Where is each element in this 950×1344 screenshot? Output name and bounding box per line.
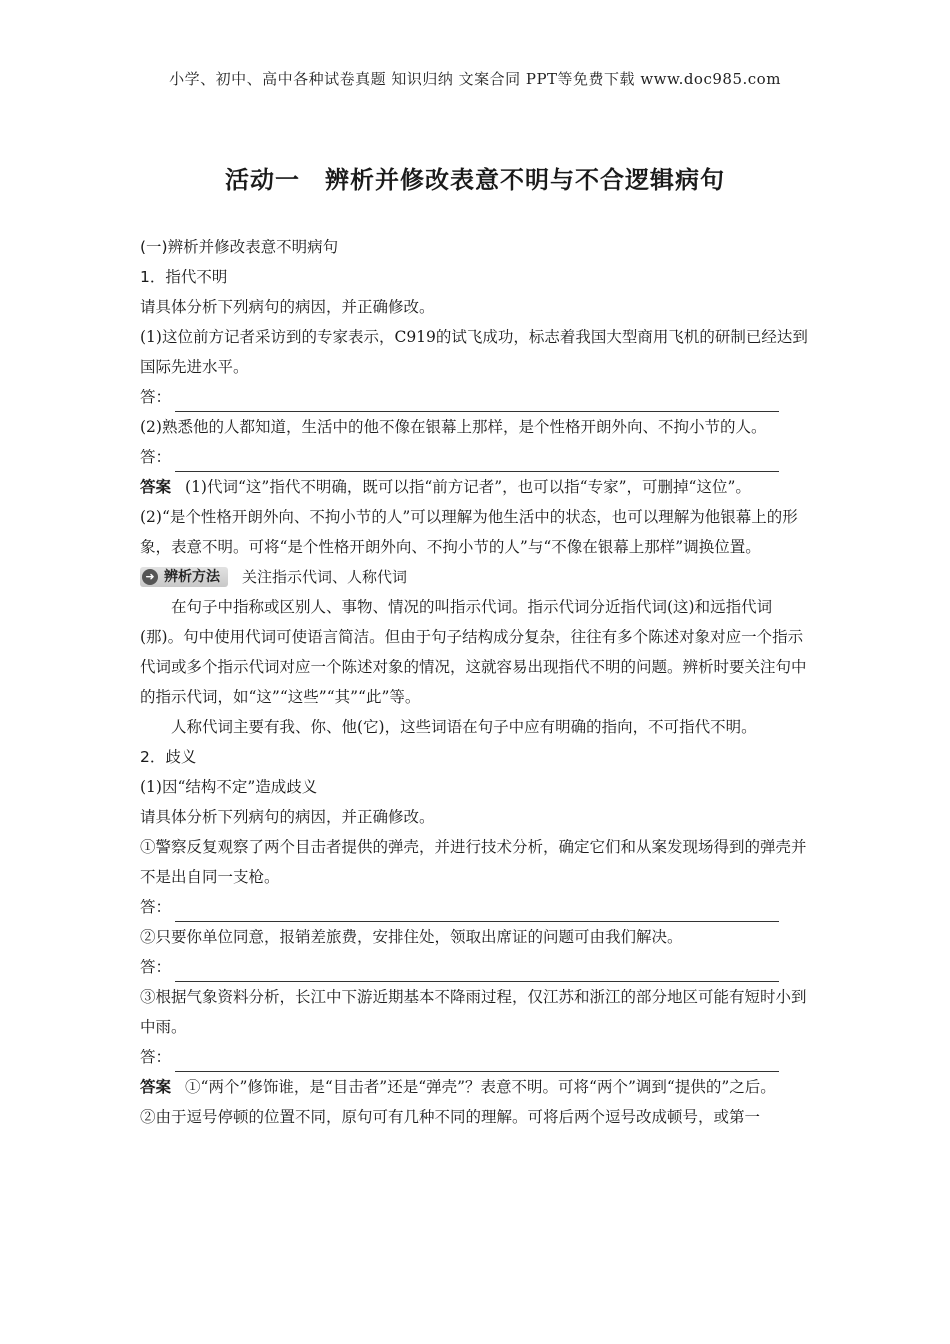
answer-text-3: ①“两个”修饰谁，是“目击者”还是“弹壳”？表意不明。可将“两个”调到“提供的”之后。	[185, 1078, 776, 1096]
method-badge	[140, 567, 228, 587]
answer-prefix: 答：	[140, 388, 172, 406]
answer-rule	[175, 1051, 779, 1072]
answer-prefix: 答：	[140, 448, 172, 466]
method-row	[140, 562, 810, 592]
page-header: 小学、初中、高中各种试卷真题 知识归纳 文案合同 PPT等免费下载 www.doc985.com	[169, 70, 781, 88]
answer-label: 答案	[140, 1078, 172, 1096]
section-heading: (一)辨析并修改表意不明病句	[140, 238, 339, 256]
answer-field-3[interactable]	[140, 892, 810, 922]
instruction-text: 请具体分析下列病句的病因，并正确修改。	[140, 808, 435, 826]
page-title: 活动一 辨析并修改表意不明与不合逻辑病句	[225, 166, 725, 194]
question-5: ③根据气象资料分析，长江中下游近期基本不降雨过程，仅江苏和浙江的部分地区可能有短时小到中雨。	[140, 988, 807, 1036]
arrow-icon: ➜	[142, 569, 158, 585]
subsection-heading: 2．歧义	[140, 748, 197, 766]
question-4: ②只要你单位同意，报销差旅费，安排住处，领取出席证的问题可由我们解决。	[140, 928, 683, 946]
question-3: ①警察反复观察了两个目击者提供的弹壳，并进行技术分析，确定它们和从案发现场得到的弹壳并不是出自同一支枪。	[140, 838, 807, 886]
subsection-heading: (1)因“结构不定”造成歧义	[140, 778, 318, 796]
method-paragraph-1: 在句子中指称或区别人、事物、情况的叫指示代词。指示代词分近指代词(这)和远指代词(那)。句中使用代词可使语言简洁。但由于句子结构成分复杂，往往有多个陈述对象对应一个指示代词或多个指示代词对应一个陈述对象的情况，这就容易出现指代不明的问题。辨析时要关注句中的指示代词，如“这”“这些”“其”“此”等。	[140, 598, 807, 706]
answer-text-1: (1)代词“这”指代不明确，既可以指“前方记者”，也可以指“专家”，可删掉“这位”。	[185, 478, 751, 496]
answer-rule	[175, 391, 779, 412]
answer-text-4: ②由于逗号停顿的位置不同，原句可有几种不同的理解。可将后两个逗号改成顿号，或第一	[140, 1108, 761, 1126]
answer-prefix: 答：	[140, 1048, 172, 1066]
instruction-text: 请具体分析下列病句的病因，并正确修改。	[140, 298, 435, 316]
answer-field-2[interactable]	[140, 442, 810, 472]
document-body	[140, 232, 810, 1132]
method-badge-label: 辨析方法	[164, 569, 220, 585]
answer-prefix: 答：	[140, 898, 172, 916]
method-title: 关注指示代词、人称代词	[242, 568, 408, 586]
answer-rule	[175, 961, 779, 982]
method-paragraph-2: 人称代词主要有我、你、他(它)，这些词语在句子中应有明确的指向，不可指代不明。	[171, 718, 757, 736]
answer-block-1	[140, 472, 810, 502]
answer-rule	[175, 901, 779, 922]
question-1: (1)这位前方记者采访到的专家表示，C919的试飞成功，标志着我国大型商用飞机的研制已经达到国际先进水平。	[140, 328, 808, 376]
answer-text-2: (2)“是个性格开朗外向、不拘小节的人”可以理解为他生活中的状态，也可以理解为他银幕上的形象，表意不明。可将“是个性格开朗外向、不拘小节的人”与“不像在银幕上那样”调换位置。	[140, 508, 798, 556]
answer-field-5[interactable]	[140, 1042, 810, 1072]
answer-prefix: 答：	[140, 958, 172, 976]
question-2: (2)熟悉他的人都知道，生活中的他不像在银幕上那样，是个性格开朗外向、不拘小节的人。	[140, 418, 767, 436]
answer-field-1[interactable]	[140, 382, 810, 412]
subsection-heading: 1．指代不明	[140, 268, 228, 286]
answer-label: 答案	[140, 478, 172, 496]
answer-rule	[175, 451, 779, 472]
answer-block-2	[140, 1072, 810, 1102]
answer-field-4[interactable]	[140, 952, 810, 982]
